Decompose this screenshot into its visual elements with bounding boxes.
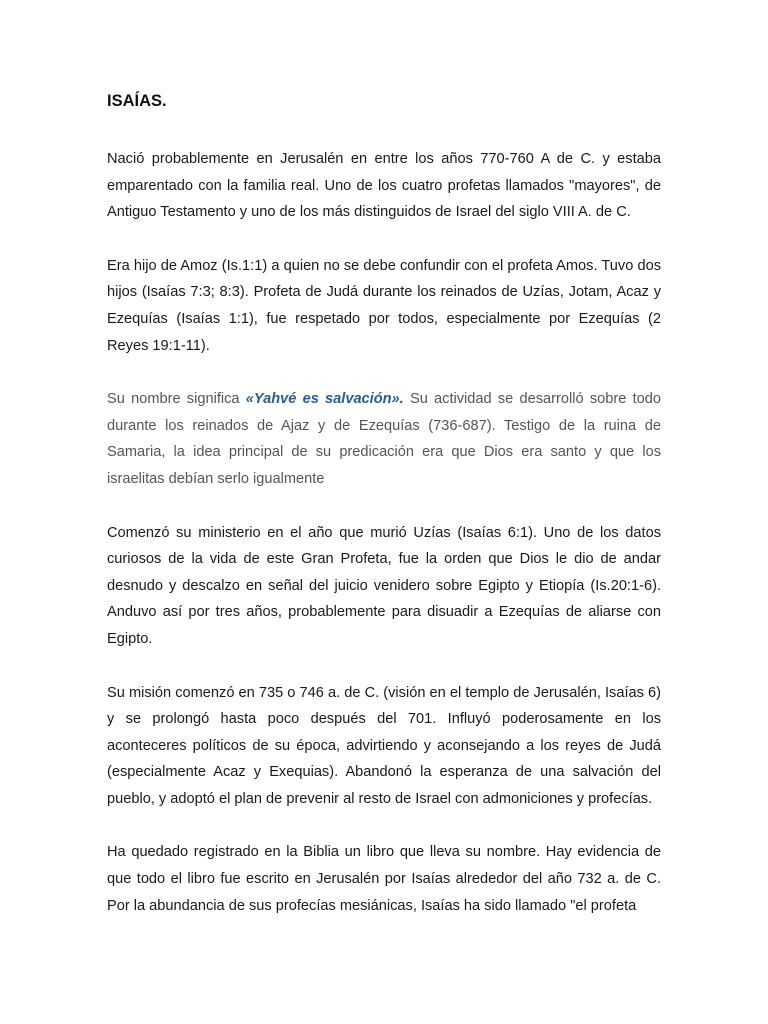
paragraph-birth: Nació probablemente en Jerusalén en entre los años 770-760 A de C. y estaba emparentado con la familia real. Uno de los cuatro profetas llamados "mayores", de Antiguo Testamento y uno de los más distinguidos de Israel del siglo VIII A. de C. <box>107 151 661 221</box>
paragraph-name-meaning-before: Su nombre significa <box>107 391 246 408</box>
page-title: ISAÍAS. <box>107 92 167 110</box>
paragraph-family: Era hijo de Amoz (Is.1:1) a quien no se debe confundir con el profeta Amos. Tuvo dos hijos (Isaías 7:3; 8:3). Profeta de Judá durante los reinados de Uzías, Jotam, Acaz y Ezequías (Isaías 1:1), fue respetado por todos, especialmente por Ezequías (2 Reyes 19:1-11). <box>107 257 661 354</box>
paragraph-mission: Su misión comenzó en 735 o 746 a. de C. (visión en el templo de Jerusalén, Isaías 6) y se prolongó hasta poco después del 701. Influyó poderosamente en los aconteceres políticos de su época, advirtiendo y aconsejando a los reyes de Judá (especialmente Acaz y Exequias). Abandonó la esperanza de una salvación del pueblo, y adoptó el plan de prevenir al resto de Israel con admoniciones y profecías. <box>107 684 661 807</box>
paragraph-ministry: Comenzó su ministerio en el año que murió Uzías (Isaías 6:1). Uno de los datos curiosos de la vida de este Gran Profeta, fue la orden que Dios le dio de andar desnudo y descalzo en señal del juicio venidero sobre Egipto y Etiopía (Is.20:1-6). Anduvo así por tres años, probablemente para disuadir a Ezequías de aliarse con Egipto. <box>107 524 661 647</box>
name-meaning-highlight: «Yahvé es salvación». <box>245 391 404 408</box>
paragraph-name-meaning <box>107 386 661 492</box>
paragraph-name-meaning-after: Su actividad se desarrolló sobre todo durante los reinados de Ajaz y de Ezequías (736-687). Testigo de la ruina de Samaria, la idea principal de su predicación era que Dios era santo y que los israelitas debían serlo igualmente <box>107 391 661 487</box>
paragraph-book: Ha quedado registrado en la Biblia un libro que lleva su nombre. Hay evidencia de que todo el libro fue escrito en Jerusalén por Isaías alrededor del año 732 a. de C. Por la abundancia de sus profecías mesiánicas, Isaías ha sido llamado "el profeta <box>107 844 661 914</box>
